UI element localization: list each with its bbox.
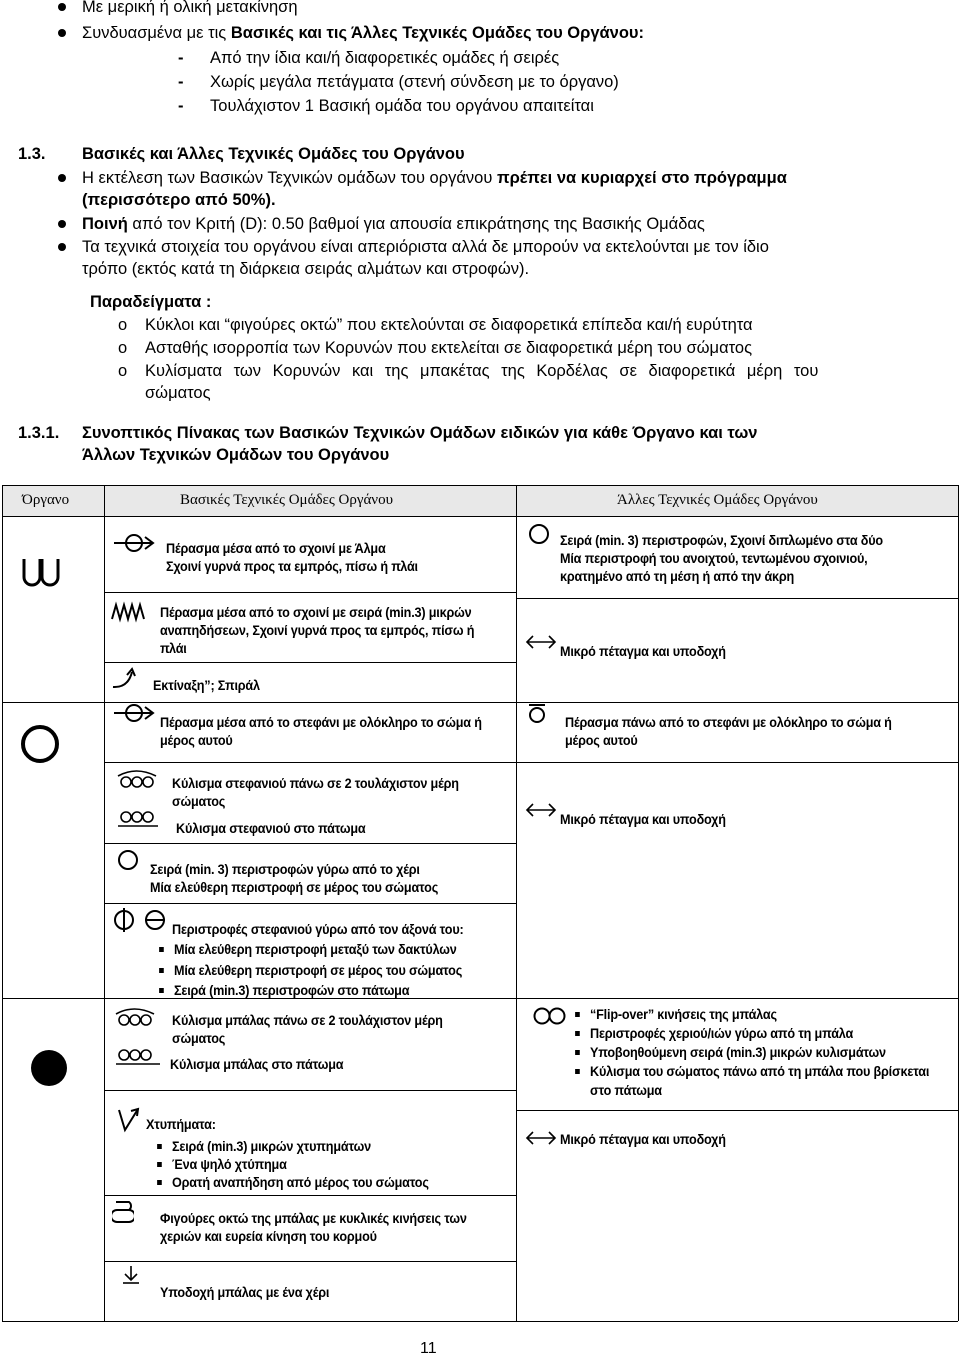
list-marker: o <box>118 362 128 380</box>
hoop-basic-3: Σειρά (min. 3) περιστροφών γύρω από το χέρι <box>150 862 420 877</box>
axis-rotation-icon <box>112 907 168 933</box>
bold-text: Βασικές και τις Άλλες Τεχνικές Ομάδες του Οργάνου: <box>230 24 644 42</box>
ball-other-1-item: “Flip-over” κινήσεις της μπάλας <box>590 1007 777 1022</box>
ball-basic-2-title: Χτυπήματα: <box>146 1117 216 1132</box>
throw-catch-icon <box>524 802 558 818</box>
rope-other-1-line2: Μία περιστροφή του ανοιχτού, τεντωμένου σχοινιού, <box>560 551 868 566</box>
table-border <box>2 485 3 1321</box>
figure-eight-icon <box>112 1199 134 1225</box>
rope-basic-2: Πέρασμα μέσα από το σχοινί με σειρά (min.3) μικρών <box>160 605 472 620</box>
hoop-other-1-line2: μέρος αυτού <box>565 733 638 748</box>
pass-through-hoop-icon <box>112 702 156 724</box>
list-marker: o <box>118 316 128 334</box>
echappement-icon <box>110 666 140 690</box>
table-row-border <box>2 998 958 999</box>
list-marker: o <box>118 339 128 357</box>
bold-text: Ποινή <box>82 215 128 233</box>
table-cell-border <box>104 1090 516 1091</box>
hoop-basic-4-title: Περιστροφές στεφανιού γύρω από τον άξονά του: <box>172 922 464 937</box>
roll-floor-icon <box>116 808 160 830</box>
example-item: Κυλίσματα των Κορυνών και της μπακέτας της Κορδέλας σε διαφορετικά μέρη του <box>145 362 819 380</box>
jump-through-icon <box>112 532 156 554</box>
table-cell-border <box>104 762 516 763</box>
hoop-icon <box>18 722 62 766</box>
hoop-basic-2: Κύλισμα στεφανιού πάνω σε 2 τουλάχιστον μέρη <box>172 776 459 791</box>
throw-catch-icon <box>524 634 558 650</box>
dash: - <box>178 73 184 91</box>
rope-basic-3: Εκτίναξη”; Σπιράλ <box>153 678 260 693</box>
ball-basic-1-line3: Κύλισμα μπάλας στο πάτωμα <box>170 1057 344 1072</box>
bold-text: πρέπει να κυριαρχεί στο πρόγραμμα <box>496 169 787 187</box>
rotation-hand-icon <box>116 848 140 872</box>
rope-basic-2-line3: πλάι <box>160 641 187 656</box>
table-cell-border <box>104 592 516 593</box>
examples-label: Παραδείγματα : <box>90 293 212 311</box>
bullet-penalty <box>82 214 705 234</box>
table-border <box>516 485 517 1321</box>
table-cell-border <box>516 598 958 599</box>
table-cell-border <box>104 662 516 663</box>
hoop-other-1: Πέρασμα πάνω από το στεφάνι με ολόκληρο το σώμα ή <box>565 715 892 730</box>
rope-basic-1-line2: Σχοινί γυρνά προς τα εμπρός, πίσω ή πλάι <box>166 559 418 574</box>
throw-catch-icon <box>524 1130 558 1146</box>
roll-body-icon <box>114 1006 156 1028</box>
sub-item: Χωρίς μεγάλα πετάγματα (στενή σύνδεση με το όργανο) <box>210 73 619 91</box>
bullet-execution <box>82 168 787 188</box>
table-cell-border <box>104 1195 516 1196</box>
rope-other-1-line3: κρατημένο από τη μέση ή από την άκρη <box>560 569 795 584</box>
ball-basic-3: Φιγούρες οκτώ της μπάλας με κυκλικές κινήσεις των <box>160 1211 467 1226</box>
section-title-continuation: Άλλων Τεχνικών Ομάδων του Οργάνου <box>82 446 390 464</box>
ball-icon <box>28 1047 70 1089</box>
hoop-other-2: Μικρό πέταγμα και υποδοχή <box>560 812 726 827</box>
table-header-other-groups: Άλλες Τεχνικές Ομάδες Οργάνου <box>617 492 818 508</box>
ball-basic-3-line2: χεριών και ευρεία κίνηση του κορμού <box>160 1229 377 1244</box>
example-item-continuation: σώματος <box>145 384 211 402</box>
hoop-basic-3-line2: Μία ελεύθερη περιστροφή σε μέρος του σώματος <box>150 880 439 895</box>
dash: - <box>178 49 184 67</box>
text: από τον Κριτή (D): 0.50 βαθμοί για απουσία επικράτησης της Βασικής Ομάδας <box>127 215 705 233</box>
section-title: Συνοπτικός Πίνακας των Βασικών Τεχνικών Ομάδων ειδικών για κάθε Όργανο και των <box>82 424 758 442</box>
rope-other-1: Σειρά (min. 3) περιστροφών, Σχοινί διπλωμένο στα δύο <box>560 533 883 548</box>
skips-icon <box>110 601 150 623</box>
ball-basic-1: Κύλισμα μπάλας πάνω σε 2 τουλάχιστον μέρη <box>172 1013 443 1028</box>
pass-over-hoop-icon <box>526 702 548 724</box>
bullet-technical-elements: Τα τεχνικά στοιχεία του οργάνου είναι απεριόριστα αλλά δε μπορούν να εκτελούνται με τον ίδιο <box>82 238 769 256</box>
table-header-apparatus: Όργανο <box>22 492 70 508</box>
rope-icon <box>20 555 62 595</box>
table-cell-border <box>104 903 516 904</box>
table-header-basic-groups: Βασικές Τεχνικές Ομάδες Οργάνου <box>180 492 394 508</box>
flip-over-icon <box>532 1006 568 1026</box>
bullet-partial-movement: Με μερική ή ολική μετακίνηση <box>82 0 298 17</box>
ball-basic-4: Υποδοχή μπάλας με ένα χέρι <box>160 1285 330 1300</box>
section-title: Βασικές και Άλλες Τεχνικές Ομάδες του Οργάνου <box>82 145 465 163</box>
sub-item: Τουλάχιστον 1 Βασική ομάδα του οργάνου απαιτείται <box>210 97 594 115</box>
hoop-basic-4-item: Μία ελεύθερη περιστροφή μεταξύ των δακτύλων <box>174 942 457 957</box>
bullet-combined <box>82 23 644 43</box>
ball-other-1-item: Υποβοηθούμενη σειρά (min.3) μικρών κυλισμάτων <box>590 1045 886 1060</box>
example-item: Ασταθής ισορροπία των Κορυνών που εκτελείται σε διαφορετικά μέρη του σώματος <box>145 339 753 357</box>
page-number: 11 <box>420 1340 437 1357</box>
table-cell-border <box>516 1110 958 1111</box>
table-border <box>2 516 958 517</box>
text: Η εκτέλεση των Βασικών Τεχνικών ομάδων του οργάνου <box>82 169 497 187</box>
table-border <box>2 485 958 486</box>
rotation-circle-icon <box>527 522 551 546</box>
ball-other-2: Μικρό πέταγμα και υποδοχή <box>560 1132 726 1147</box>
bullet-continuation: τρόπο (εκτός κατά τη διάρκεια σειράς αλμάτων και στροφών). <box>82 260 530 278</box>
example-item: Κύκλοι και “φιγούρες οκτώ” που εκτελούνται σε διαφορετικά επίπεδα και/ή ευρύτητα <box>145 316 753 334</box>
table-cell-border <box>104 843 516 844</box>
table-border <box>2 1321 958 1322</box>
bounce-icon <box>116 1106 142 1134</box>
table-border <box>958 485 959 1321</box>
hoop-basic-1-line2: μέρος αυτού <box>160 733 233 748</box>
text: Συνδυασμένα με τις <box>82 24 231 42</box>
table-cell-border <box>516 762 958 763</box>
dash: - <box>178 97 184 115</box>
rope-basic-1: Πέρασμα μέσα από το σχοινί με Άλμα <box>166 541 386 556</box>
roll-body-icon <box>116 768 158 790</box>
bullet-continuation: (περισσότερο από 50%). <box>82 191 276 209</box>
catch-one-hand-icon <box>120 1264 142 1286</box>
roll-floor-icon <box>114 1046 162 1068</box>
ball-other-1-item: Περιστροφές χεριού/ιών γύρω από τη μπάλα <box>590 1026 854 1041</box>
ball-basic-1-line2: σώματος <box>172 1031 226 1046</box>
rope-basic-2-line2: αναπηδήσεων, Σχοινί γυρνά προς τα εμπρός, πίσω ή <box>160 623 475 638</box>
hoop-basic-4-item: Σειρά (min.3) περιστροφών στο πάτωμα <box>174 983 410 998</box>
table-cell-border <box>104 1261 516 1262</box>
ball-basic-2-item: Σειρά (min.3) μικρών χτυπημάτων <box>172 1139 371 1154</box>
hoop-basic-4-item: Μία ελεύθερη περιστροφή σε μέρος του σώματος <box>174 963 463 978</box>
ball-other-1-tail: στο πάτωμα <box>590 1083 662 1098</box>
hoop-basic-1: Πέρασμα μέσα από το στεφάνι με ολόκληρο το σώμα ή <box>160 715 482 730</box>
section-number: 1.3.1. <box>18 424 60 442</box>
hoop-basic-2-line2: σώματος <box>172 794 226 809</box>
rope-other-2: Μικρό πέταγμα και υποδοχή <box>560 644 726 659</box>
ball-other-1-item: Κύλισμα του σώματος πάνω από τη μπάλα που βρίσκεται <box>590 1064 930 1079</box>
hoop-basic-2-line3: Κύλισμα στεφανιού στο πάτωμα <box>176 821 366 836</box>
ball-basic-2-item: Ορατή αναπήδηση από μέρος του σώματος <box>172 1175 429 1190</box>
ball-basic-2-item: Ένα ψηλό χτύπημα <box>172 1157 287 1172</box>
sub-item: Από την ίδια και/ή διαφορετικές ομάδες ή σειρές <box>210 49 560 67</box>
section-number: 1.3. <box>18 145 46 163</box>
